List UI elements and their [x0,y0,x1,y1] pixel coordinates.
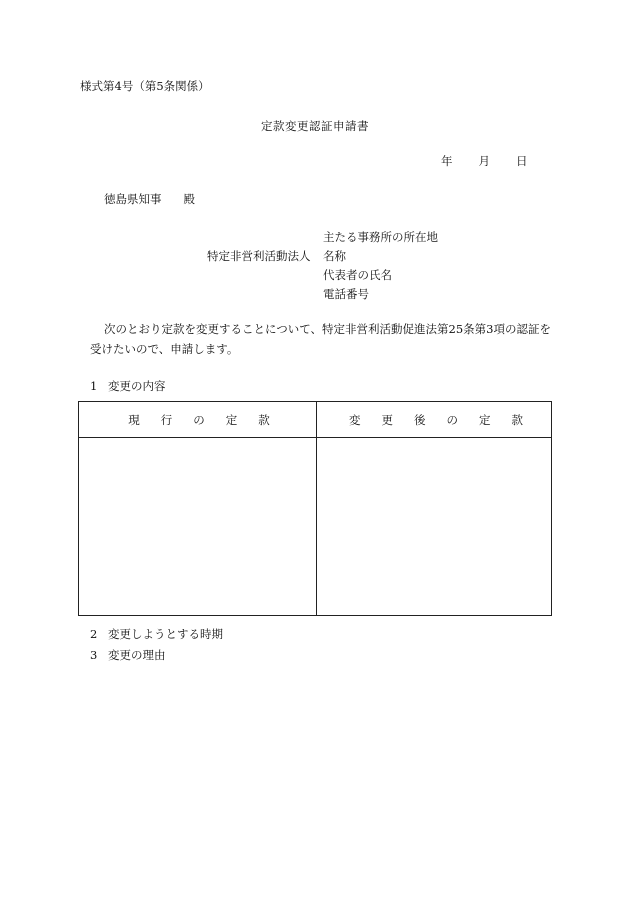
table-header-divider [79,437,551,438]
date-line [441,156,528,168]
form-number: 様式第4号（第5条関係） [80,79,210,93]
applicant-phone-label: 電話番号 [323,287,369,301]
applicant-representative-label: 代表者の氏名 [323,268,392,282]
table-column-divider [316,402,317,615]
addressee [104,194,195,206]
section-number: 2 [90,627,98,641]
applicant-org-label: 特定非営利活動法人 [207,249,311,263]
body-text-line-1: 次のとおり定款を変更することについて、特定非営利活動促進法第25条第3項の認証を [104,322,551,336]
section-change-content [90,381,166,393]
change-table [78,401,552,616]
section-change-timing [90,629,223,641]
applicant-name-label: 名称 [323,249,346,263]
addressee-honorific: 殿 [183,192,195,206]
addressee-name: 徳島県知事 [104,192,162,206]
date-day-label: 日 [516,154,528,168]
table-header-current-articles: 現行の定款 [128,413,291,427]
table-header-changed-articles: 変更後の定款 [349,413,544,427]
section-label: 変更しようとする時期 [108,627,223,641]
date-year-label: 年 [441,154,453,168]
section-change-reason [90,650,166,662]
applicant-office-label: 主たる事務所の所在地 [323,230,438,244]
section-number: 1 [90,379,98,393]
section-number: 3 [90,648,98,662]
body-text-line-2: 受けたいので、申請します。 [90,342,239,356]
page-title: 定款変更認証申請書 [261,119,369,133]
date-month-label: 月 [478,154,490,168]
section-label: 変更の内容 [108,379,166,393]
section-label: 変更の理由 [108,648,166,662]
